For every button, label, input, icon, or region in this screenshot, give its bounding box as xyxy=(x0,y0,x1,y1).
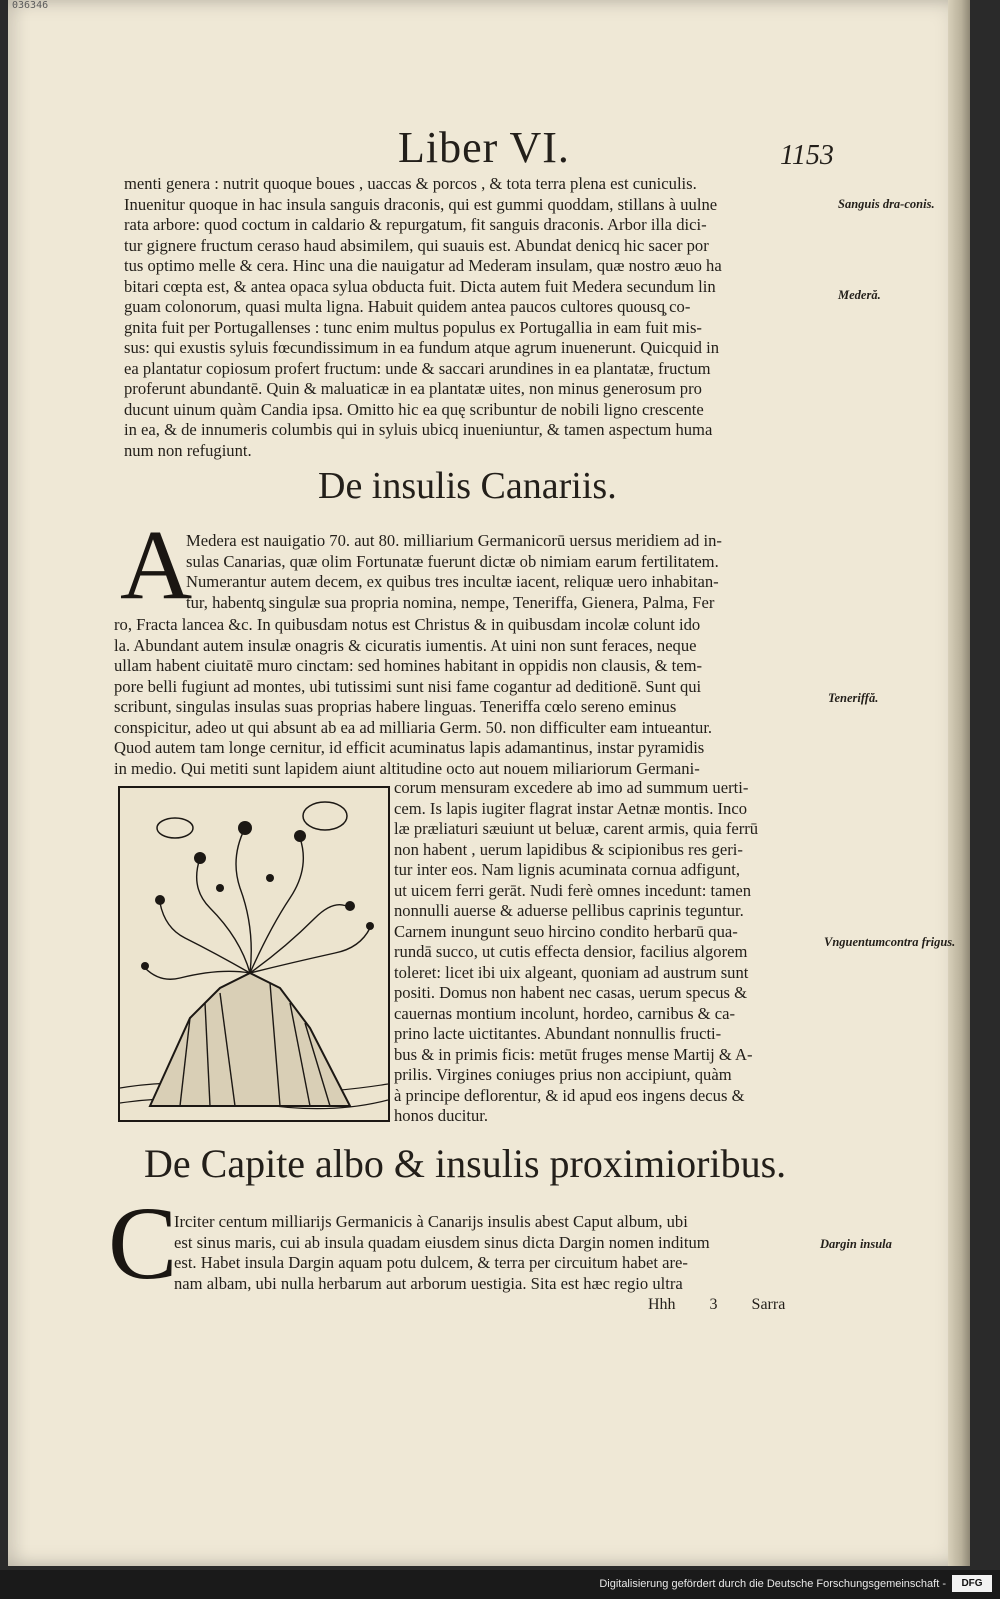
text-line: scribunt, singulas insulas suas proprias habere linguas. Teneriffa cœlo sereno eminus xyxy=(114,697,677,716)
marginal-note-unguentum xyxy=(824,934,955,950)
text-line: Mederă. xyxy=(838,288,881,302)
text-line: num non refugiunt. xyxy=(124,440,252,460)
text-line: ro, Fracta lancea &c. In quibusdam notus est Christus & in quibusdam incolæ colunt ido xyxy=(114,615,701,634)
text-line: læ præliaturi sæuiunt ut beluæ, carent armis, quia ferrū xyxy=(394,819,759,838)
text-line: conspicitur, adeo ut qui absunt ab ea ad milliaria Germ. 50. non difficulter eam intueantur. xyxy=(114,717,713,737)
text-line: sus: qui exustis syluis fœcundissimum in ea fundum atque agrum inuenerunt. Quicquid in xyxy=(124,338,720,357)
text-line: tur, habentq̧ singulæ sua propria nomina, nempe, Teneriffa, Gienera, Palma, Fer xyxy=(186,592,715,612)
text-line: non habent , uerum lapidibus & scipionibus res geri- xyxy=(394,839,743,859)
volcano-woodcut-svg xyxy=(120,788,388,1120)
text-line: conis. xyxy=(904,197,935,211)
text-line: tur gignere fructum ceraso haud absimilem, qui suauis est. Abundat denicq hic sacer por xyxy=(124,235,709,255)
text-line: Sanguis dra- xyxy=(838,197,905,211)
text-line: gnita fuit per Portugallenses : tunc enim multus populus ex Portugallia in eam fuit mis- xyxy=(124,317,702,337)
paragraph-capite-albo xyxy=(174,1212,710,1294)
section-heading-canariis: De insulis Canariis. xyxy=(318,465,617,507)
text-line: guam colonorum, quasi multa ligna. Habuit quidem antea paucos cultores quousq̧ co- xyxy=(124,297,691,316)
marginal-note-dargin xyxy=(820,1236,892,1252)
text-line: est sinus maris, cui ab insula quadam eiusdem sinus dicta Dargin nomen inditum xyxy=(174,1232,710,1252)
text-line: corum mensuram excedere ab imo ad summum uerti- xyxy=(394,778,749,797)
text-line: Vnguentum xyxy=(824,935,886,949)
drop-cap-a: A xyxy=(120,509,193,620)
text-line: tus optimo melle & cera. Hinc una die nauigatur ad Mederam insulam, quæ nostro æuo ha xyxy=(124,256,722,275)
text-line: ullam habent ciuitatē muro cinctam: sed homines habitant in oppidis non clausis, & tem- xyxy=(114,656,703,675)
text-line: cem. Is lapis iugiter flagrat instar Aetnæ montis. Inco xyxy=(394,798,747,818)
corner-stamp: 036346 xyxy=(12,0,49,11)
running-head: Liber VI. xyxy=(398,123,570,172)
text-line: ea plantatur copiosum profert fructum: unde & saccari arundines in ea plantatæ, fructum xyxy=(124,358,711,378)
volcano-woodcut-illustration xyxy=(118,786,390,1122)
text-line: la. Abundant autem insulæ onagris & cicuratis iumentis. At uini non sunt feraces, neque xyxy=(114,635,697,655)
dfg-logo: DFG xyxy=(952,1575,992,1592)
paragraph-canariis-intro xyxy=(186,531,722,613)
signature-catchword: Hhh 3 Sarra xyxy=(648,1296,786,1313)
paragraph-canariis-body xyxy=(114,615,712,779)
text-line: ut uicem ferri gerāt. Nudi ferè omnes incedunt: tamen xyxy=(394,880,752,900)
text-line: pore belli fugiunt ad montes, ubi tutissimi sunt nisi fame cogantur ad deditionē. Sunt qui xyxy=(114,676,702,696)
text-line: Quod autem tam longe cernitur, id efficit acuminatus lapis adamantinus, instar pyramidis xyxy=(114,738,705,757)
text-line: ducunt uinum quàm Candia ipsa. Omitto hic ea quę scribuntur de nobili ligno crescente xyxy=(124,399,704,419)
text-line: prilis. Virgines coniuges prius non accipiunt, quàm xyxy=(394,1065,732,1084)
text-line: cauernas montium incolunt, hordeo, carnibus & ca- xyxy=(394,1003,735,1023)
text-line: bus & in primis ficis: metūt fruges mense Martij & A- xyxy=(394,1044,753,1064)
text-line: sulas Canarias, quæ olim Fortunatæ fuerunt dictæ ob nimiam earum fertilitatem. xyxy=(186,551,719,571)
text-line: nonnulli auerse & aduerse pellibus caprinis teguntur. xyxy=(394,901,744,920)
text-line: rata arbore: quod coctum in caldario & repurgatum, fit sanguis draconis. Arbor illa dici- xyxy=(124,215,707,234)
text-line: rundā succo, ut cutis effecta densior, facilius algorem xyxy=(394,942,748,961)
text-line: Medera est nauigatio 70. aut 80. milliarium Germanicorū uersus meridiem ad in- xyxy=(186,531,722,550)
text-line: nam albam, ubi nulla herbarum aut arborum uestigia. Sita est hæc regio ultra xyxy=(174,1273,683,1293)
paragraph-teneriffa-customs xyxy=(394,778,758,1127)
text-line: bitari cœpta est, & antea opaca sylua obducta fuit. Dicta autem fuit Medera secundum lin xyxy=(124,276,716,296)
text-line: positi. Domus non habent nec casas, uerum specus & xyxy=(394,983,748,1002)
text-line: Numerantur autem decem, ex quibus tres incultæ iacent, reliquæ uero inhabitan- xyxy=(186,572,719,591)
section-heading-capite-albo: De Capite albo & insulis proximioribus. xyxy=(144,1141,787,1186)
marginal-note-medera xyxy=(838,287,881,303)
text-line: Inuenitur quoque in hac insula sanguis draconis, qui est gummi quoddam, stillans à uulne xyxy=(124,194,718,214)
book-page xyxy=(8,0,970,1566)
paragraph-medera xyxy=(124,174,722,461)
text-line: prino lacte uictitantes. Abundant nonnullis fructi- xyxy=(394,1024,722,1043)
digitization-credit: Digitalisierung gefördert durch die Deutsche Forschungsgemeinschaft - xyxy=(599,1578,946,1590)
drop-cap-c: C xyxy=(108,1186,178,1301)
text-line: proferunt abundantē. Quin & maluaticæ in ea plantatæ uites, non minus generosum pro xyxy=(124,379,702,398)
marginal-note-sanguis-draconis xyxy=(838,196,935,212)
text-line: Irciter centum milliarijs Germanicis à Canarijs insulis abest Caput album, ubi xyxy=(174,1212,688,1231)
marginal-note-teneriffa xyxy=(828,690,878,706)
text-line: honos ducitur. xyxy=(394,1106,489,1125)
text-line: Dargin insula xyxy=(820,1237,892,1251)
text-line: in ea, & de innumeris columbis qui in syluis ubicq inueniuntur, & tamen aspectum huma xyxy=(124,420,713,439)
text-line: toleret: licet ibi uix algeant, quoniam ad austrum sunt xyxy=(394,962,749,982)
text-line: tur inter eos. Nam lignis acuminata cornua adfigunt, xyxy=(394,860,741,879)
text-line: Teneriffă. xyxy=(828,691,879,705)
text-line: est. Habet insula Dargin aquam potu dulcem, & terra per circuitum habet are- xyxy=(174,1253,688,1272)
page-edge xyxy=(948,0,970,1566)
text-line: contra frigus. xyxy=(885,935,956,949)
page-number: 1153 xyxy=(780,140,834,171)
text-line: menti genera : nutrit quoque boues , uaccas & porcos , & tota terra plena est cuniculis. xyxy=(124,174,697,193)
text-line: à principe deflorentur, & id apud eos ingens decus & xyxy=(394,1085,745,1105)
text-line: Carnem inungunt seuo hircino condito herbarū qua- xyxy=(394,921,738,941)
text-line: in medio. Qui metiti sunt lapidem aiunt altitudine octo aut nouem miliariorum Germani- xyxy=(114,758,700,778)
